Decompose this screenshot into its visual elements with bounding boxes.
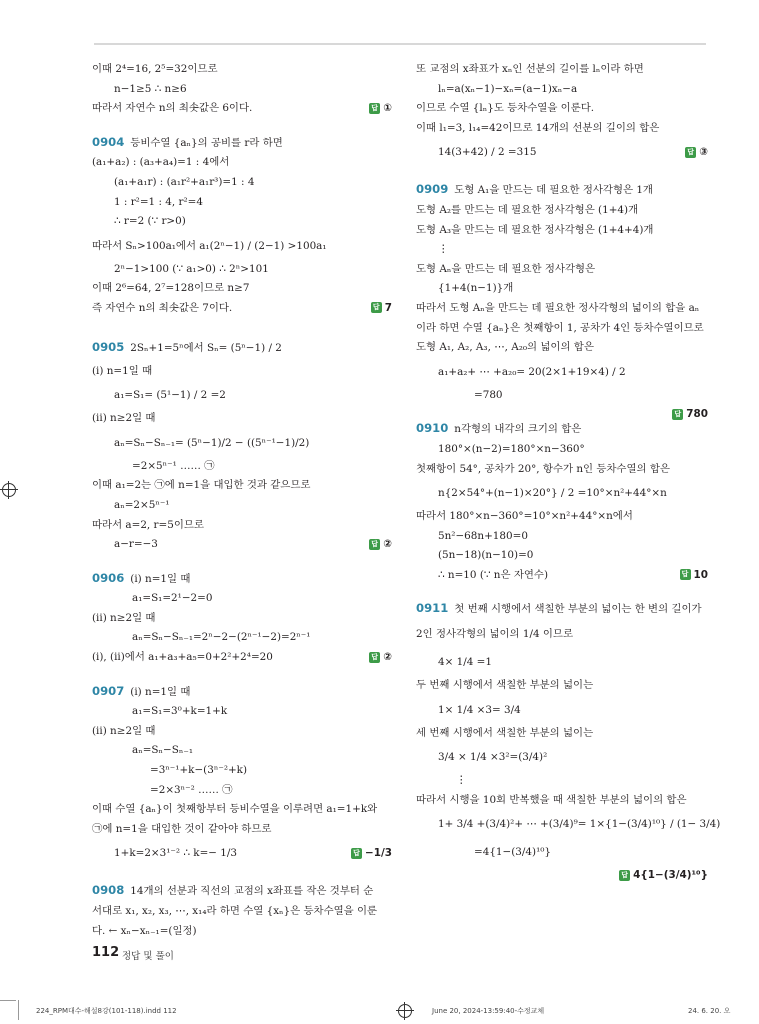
line-text: 도형 A₁을 만드는 데 필요한 정사각형은 1개 [454,184,653,197]
answer-value: ② [383,538,392,551]
line-text: 14개의 선분과 직선의 교점의 x좌표를 작은 것부터 순 [130,885,374,898]
answer-badge-icon: 답 [369,103,380,114]
solution-line [416,119,708,139]
problem-number: 0908 [92,883,125,898]
solution-line [92,476,392,496]
section-gap [416,405,708,419]
line-text: 1+ 3/4 +(3/4)²+ ⋯ +(3/4)⁹= 1×{1−(3/4)¹⁰} / (1− 3/4) [438,818,721,831]
line-text: 두 번째 시행에서 색칠한 부분의 넓이는 [416,679,594,692]
line-text: 180°×(n−2)=180°×n−360° [438,442,585,455]
answer-mark [680,566,708,586]
solution-line [92,212,392,232]
solution-line [92,589,392,609]
answer-badge-icon: 답 [619,870,630,881]
answer-value: ③ [699,146,708,159]
line-text: =780 [474,388,503,401]
line-text: 이때 a₁=2는 ㉠에 n=1을 대입한 것과 같으므로 [92,479,311,492]
line-text: =4{1−(3/4)¹⁰} [474,846,552,859]
solution-line [92,609,392,629]
solution-line [92,820,392,840]
solution-line [92,80,392,100]
solution-line [416,676,708,696]
line-text: 등비수열 {aₙ}의 공비를 r라 하면 [130,136,283,149]
line-text: 따라서 180°×n−360°=10°×n²+44°×n에서 [416,510,633,523]
line-text: n각형의 내각의 크기의 합은 [454,423,582,436]
solution-line [92,516,392,536]
solution-line [92,60,392,80]
solution-line [92,628,392,648]
line-text: 2인 정사각형의 넓이의 1/4 이므로 [416,628,573,641]
line-text: 1 : r²=1 : 4, r²=4 [114,195,203,208]
line-text: (i) n=1일 때 [92,364,153,377]
section-gap [416,585,708,599]
crop-mark [18,1000,19,1020]
section-gap [92,668,392,682]
line-text: 4× 1/4 =1 [438,656,492,669]
answer-value: 780 [686,408,708,421]
solution-line [416,440,708,460]
registration-mark-icon [2,483,16,497]
solution-line [416,599,708,620]
solution-line [92,648,392,668]
answer-badge-icon: 답 [351,848,362,859]
answer-mark [369,648,392,668]
line-text: ∴ n=10 (∵ n은 자연수) [438,568,549,581]
answer-mark [351,839,392,867]
page-label: 정답 및 풀이 [122,951,174,962]
solution-line [92,902,392,922]
answer-mark [369,99,392,119]
top-rule [94,43,706,45]
section-gap [92,867,392,881]
problem-number: 0906 [92,570,125,585]
line-text: ⋮ [456,774,467,787]
line-text: a₁+a₂+ ⋯ +a₂₀= 20(2×1+19×4) / 2 [438,365,626,378]
answer-value: −1/3 [365,847,392,860]
line-text: ∴ r=2 (∵ r>0) [114,215,186,228]
solution-line [416,419,708,440]
solution-line [92,279,392,299]
line-text: 이때 2⁴=16, 2⁵=32이므로 [92,63,218,75]
answer-badge-icon: 답 [672,409,683,420]
solution-line [92,99,392,119]
line-text: lₙ=a(xₙ−1)−xₙ=(a−1)xₙ−a [438,82,578,95]
solution-line [92,569,392,590]
solution-line [416,648,708,676]
solution-line [92,839,392,867]
section-gap [92,555,392,569]
line-text: (i) n=1일 때 [130,572,191,585]
line-text: =2×5ⁿ⁻¹ …… ㉠ [132,459,215,472]
answer-mark [369,535,392,555]
line-text: 도형 A₃을 만드는 데 필요한 정사각형은 (1+4+4)개 [416,223,654,236]
line-text: 도형 Aₙ을 만드는 데 필요한 정사각형은 [416,262,596,275]
solution-line [416,460,708,480]
answer-value: 10 [693,568,708,581]
print-time-info: June 20, 2024-13:59:40-수정교체 [432,1007,545,1015]
line-text: (a₁+a₁r) : (a₁r²+a₁r³)=1 : 4 [114,175,255,188]
solution-line [92,781,392,801]
solution-line [416,810,721,838]
line-text: (ii) n≥2일 때 [92,611,156,624]
solution-line [416,221,708,241]
line-text: 3/4 × 1/4 ×3²=(3/4)² [438,751,548,764]
solution-line [416,240,708,260]
line-text: (5n−18)(n−10)=0 [438,549,534,562]
line-text: 다. ← xₙ−xₙ₋₁=(일정) [92,924,197,937]
solution-line [416,620,708,648]
section-gap [416,166,708,180]
problem-number: 0904 [92,134,125,149]
problem-number: 0907 [92,683,125,698]
problem-number: 0910 [416,421,449,436]
line-text: 따라서 a=2, r=5이므로 [92,518,204,531]
solution-line [92,922,392,942]
solution-line [416,771,708,791]
solution-line [92,133,392,154]
line-text: a₁=S₁=2¹−2=0 [132,592,213,605]
line-text: a₁=S₁=3⁰+k=1+k [132,705,228,718]
problem-number: 0911 [416,601,449,616]
line-text: 도형 A₂를 만드는 데 필요한 정사각형은 (1+4)개 [416,203,639,216]
crop-mark [0,1000,16,1001]
line-text: 도형 A₁, A₂, A₃, ⋯, A₂₀의 넓이의 합은 [416,341,594,354]
solution-line [416,338,708,358]
solution-line [92,299,392,319]
solution-line [416,507,708,527]
answer-badge-icon: 답 [369,652,380,663]
solution-line [416,386,708,406]
solution-line [92,682,392,703]
solution-line [416,279,708,299]
line-text: 14(3+42) / 2 =315 [438,146,537,159]
solution-line [92,702,392,722]
answer-badge-icon: 답 [369,539,380,550]
solution-line [92,409,392,429]
solution-line [92,881,392,902]
solution-line [92,722,392,742]
solution-line [416,696,708,724]
section-gap [92,119,392,133]
line-text: 세 번째 시행에서 색칠한 부분의 넓이는 [416,726,594,739]
line-text: ㉠에 n=1을 대입한 것이 같아야 하므로 [92,822,272,835]
solution-line [416,724,708,744]
print-date-info: 24. 6. 20. 오 [688,1007,731,1015]
solution-line [416,358,708,386]
line-text: 이때 수열 {aₙ}이 첫째항부터 등비수열을 이루려면 a₁=1+k와 [92,803,378,816]
line-text: n{2×54°+(n−1)×20°} / 2 =10°×n²+44°×n [438,487,667,500]
right-column [416,60,721,882]
line-text: (i), (ii)에서 a₁+a₃+a₅=0+2²+2⁴=20 [92,651,273,664]
registration-mark-icon [398,1004,412,1018]
solution-line [416,201,708,221]
solution-line [92,333,392,362]
solution-line [416,99,708,119]
line-text: 따라서 시행을 10회 반복했을 때 색칠한 부분의 넓이의 합은 [416,793,687,806]
line-text: aₙ=2×5ⁿ⁻¹ [114,498,170,511]
line-text: 5n²−68n+180=0 [438,529,528,542]
solution-line [92,193,392,213]
solution-line [416,80,708,100]
answer-mark [371,299,392,319]
line-text: 이때 l₁=3, l₁₄=42이므로 14개의 선분의 길이의 합은 [416,121,660,134]
line-text: (ii) n≥2일 때 [92,724,156,737]
line-text: 따라서 자연수 n의 최솟값은 6이다. [92,102,253,115]
solution-line [416,546,708,566]
solution-line [416,566,708,586]
line-text: 서대로 x₁, x₂, x₃, ⋯, x₁₄라 하면 수열 {xₙ}은 등차수열을 이룬 [92,905,378,917]
solution-line [416,138,708,166]
answer-badge-icon: 답 [371,302,382,313]
line-text: 2ⁿ−1>100 (∵ a₁>0) ∴ 2ⁿ>101 [114,262,269,275]
line-text: 또 교점의 x좌표가 xₙ인 선분의 길이를 lₙ이라 하면 [416,63,644,75]
solution-line [92,535,392,555]
section-gap [92,319,392,333]
answer-badge-icon: 답 [680,569,691,580]
line-text: 즉 자연수 n의 최솟값은 7이다. [92,301,233,314]
line-text: a−r=−3 [114,538,158,551]
line-text: 이때 2⁶=64, 2⁷=128이므로 n≥7 [92,282,250,295]
line-text: 이라 하면 수열 {aₙ}은 첫째항이 1, 공차가 4인 등차수열이므로 [416,321,704,334]
line-text: 1+k=2×3¹⁻² ∴ k=− 1/3 [114,847,238,860]
solution-line [416,791,708,811]
solution-line [92,761,392,781]
line-text: n−1≥5 ∴ n≥6 [114,82,187,95]
line-text: 첫째항이 54°, 공차가 20°, 항수가 n인 등차수열의 합은 [416,462,670,475]
line-text: (ii) n≥2일 때 [92,412,156,425]
solution-line [92,496,392,516]
solution-line [416,260,708,280]
line-text: ⋮ [438,243,449,256]
solution-line [92,260,392,280]
solution-line [416,319,708,339]
line-text: =3ⁿ⁻¹+k−(3ⁿ⁻²+k) [150,764,248,777]
solution-line [416,743,708,771]
page-number: 112 [92,945,120,960]
answer-badge-icon: 답 [685,147,696,158]
solution-line [416,838,708,866]
solution-line [416,60,708,80]
solution-line [416,299,708,319]
problem-number: 0909 [416,182,449,197]
line-text: aₙ=Sₙ−Sₙ₋₁ [132,744,193,757]
line-text: 따라서 Sₙ>100a₁에서 a₁(2ⁿ−1) / (2−1) >100a₁ [92,239,327,252]
solution-line [416,527,708,547]
answer-value: 7 [384,301,392,314]
answer-mark [619,866,708,886]
line-text: (a₁+a₂) : (a₃+a₄)=1 : 4에서 [92,156,230,169]
line-text: 2Sₙ+1=5ⁿ에서 Sₙ= (5ⁿ−1) / 2 [130,341,282,354]
line-text: aₙ=Sₙ−Sₙ₋₁=2ⁿ−2−(2ⁿ⁻¹−2)=2ⁿ⁻¹ [132,631,311,644]
solution-line [92,173,392,193]
solution-line [92,800,392,820]
solution-line [92,457,392,477]
solution-line [416,180,708,201]
answer-value: 4{1−(3/4)¹⁰} [633,869,708,882]
problem-number: 0905 [92,339,125,354]
solution-line [92,741,392,761]
print-file-info: 224_RPM대수-해설8강(101-118).indd 112 [36,1007,177,1015]
solution-line [92,362,392,382]
line-text: 따라서 도형 Aₙ을 만드는 데 필요한 정사각형의 넓이의 합을 aₙ [416,301,700,314]
line-text: 이므로 수열 {lₙ}도 등차수열을 이룬다. [416,102,595,115]
solution-line [92,381,392,409]
answer-mark [685,138,708,166]
solution-line [92,232,392,260]
left-column [92,60,392,941]
line-text: 첫 번째 시행에서 색칠한 부분의 넓이는 한 변의 길이가 [454,603,702,616]
line-text: 1× 1/4 ×3= 3/4 [438,703,521,716]
solution-line [92,429,392,457]
line-text: (i) n=1일 때 [130,685,191,698]
line-text: {1+4(n−1)}개 [438,282,514,295]
solution-line [416,479,708,507]
answer-value: ② [383,651,392,664]
line-text: aₙ=Sₙ−Sₙ₋₁= (5ⁿ−1)/2 − ((5ⁿ⁻¹−1)/2) [114,436,310,449]
solution-line [92,153,392,173]
answer-value: ① [383,102,392,115]
line-text: a₁=S₁= (5¹−1) / 2 =2 [114,389,226,402]
line-text: =2×3ⁿ⁻² …… ㉠ [150,783,233,796]
